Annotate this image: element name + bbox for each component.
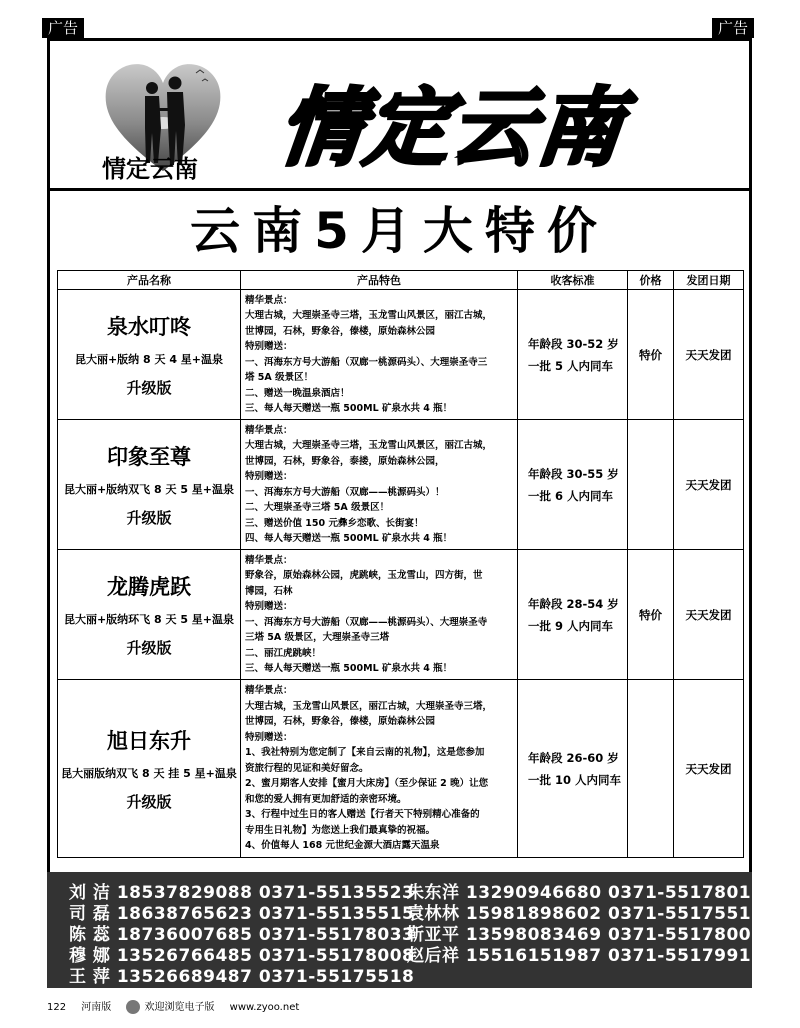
group-size: 一批 10 人内同车	[528, 772, 622, 787]
contact-name: 赵后祥	[407, 946, 460, 966]
product-version: 升级版	[126, 509, 172, 527]
departure-date: 天天发团	[674, 420, 744, 550]
product-route: 昆大丽+版纳 8 天 4 星+温泉	[74, 353, 224, 366]
col-header-date: 发团日期	[674, 271, 744, 290]
age-range: 年龄段 26-60 岁	[528, 750, 619, 765]
product-name-cell	[58, 290, 241, 420]
product-name-cell	[58, 680, 241, 858]
col-header-name: 产品名称	[58, 271, 241, 290]
feature-line: 世博园，石林，野象谷，泰搂，原始森林公园，	[245, 455, 445, 467]
feature-line: 特别赠送：	[245, 341, 293, 352]
contact-mobile: 18638765623	[116, 904, 253, 924]
product-route: 昆大丽版纳双飞 8 天 挂 5 星+温泉	[61, 767, 237, 780]
group-standard	[518, 680, 628, 858]
departure-date: 天天发团	[674, 550, 744, 680]
contact-phone: 0371-55178009	[607, 925, 764, 945]
product-features	[241, 550, 518, 680]
col-header-standard: 收客标准	[518, 271, 628, 290]
edition-label: 河南版	[81, 1002, 112, 1013]
contact-mobile: 15516151987	[465, 946, 602, 966]
feature-line: 三、赠送价值 150 元彝乡恋歌、长街宴！	[245, 517, 424, 529]
ad-label-right: 广告	[712, 18, 754, 38]
feature-line: 二、大理崇圣寺三塔 5A 级景区！	[245, 502, 390, 513]
contact-phone: 0371-55178033	[258, 925, 415, 945]
contact-phone: 0371-55175518	[258, 967, 415, 987]
contact-mobile: 13526766485	[116, 946, 253, 966]
feature-line: 精华景点：	[245, 685, 293, 697]
age-range: 年龄段 30-55 岁	[528, 466, 619, 481]
contact-phone: 0371-55179917	[607, 946, 764, 966]
page-number: 122	[47, 1002, 67, 1013]
feature-line: 大理古城，大理崇圣寺三塔，玉龙雪山风景区，丽江古城，	[245, 310, 493, 321]
price-cell	[628, 420, 674, 550]
product-features	[241, 680, 518, 858]
contact-mobile: 18537829088	[116, 883, 253, 903]
feature-line: 特别赠送：	[245, 731, 293, 743]
feature-line: 一、洱海东方号大游船（双廊——桃源码头）！	[245, 486, 445, 498]
feature-line: 大理古城，大理崇圣寺三塔，玉龙雪山风景区，丽江古城，	[245, 440, 493, 451]
contact-phone: 0371-55175519	[607, 904, 764, 924]
group-size: 一批 5 人内同车	[528, 358, 614, 373]
feature-line: 四、每人每天赠送一瓶 500ML 矿泉水共 4 瓶！	[245, 533, 453, 544]
table-row	[58, 550, 744, 680]
price-cell: 特价	[628, 290, 674, 420]
feature-line: 特别赠送：	[245, 471, 293, 482]
contact-name: 陈 蕊	[69, 925, 111, 945]
brand-title: 情定云南	[274, 79, 629, 177]
contact-entry	[69, 962, 414, 987]
feature-line: 世博园，石林，野象谷，傣楼，原始森林公园	[245, 716, 436, 728]
contact-mobile: 18736007685	[116, 925, 253, 945]
product-name-cell	[58, 550, 241, 680]
logo-caption: 情定云南	[102, 155, 198, 183]
contact-phone: 0371-55135523	[258, 883, 415, 903]
feature-line: 二、丽江虎跳峡！	[245, 647, 322, 659]
contact-name: 司 磊	[69, 904, 111, 924]
brand-header	[50, 41, 749, 191]
contact-name: 刘 洁	[69, 883, 111, 903]
contact-name: 穆 娜	[69, 946, 111, 966]
feature-line: 大理古城，玉龙雪山风景区，丽江古城，大理崇圣寺三塔，	[245, 700, 493, 712]
departure-date: 天天发团	[674, 680, 744, 858]
contact-phone: 0371-55178011	[607, 883, 764, 903]
contact-entry	[407, 941, 763, 966]
contact-mobile: 13290946680	[465, 883, 602, 903]
feature-line: 资旅行程的见证和美好留念。	[245, 762, 369, 774]
price-cell: 特价	[628, 550, 674, 680]
feature-line: 精华景点：	[245, 424, 293, 436]
publisher-logo-icon	[126, 1000, 140, 1014]
contact-panel	[47, 872, 764, 988]
feature-line: 塔 5A 级景区！	[245, 372, 314, 383]
product-name: 旭日东升	[107, 729, 191, 753]
product-version: 升级版	[126, 639, 172, 657]
group-standard	[518, 420, 628, 550]
product-features	[241, 290, 518, 420]
product-version: 升级版	[126, 379, 172, 397]
age-range: 年龄段 30-52 岁	[528, 336, 619, 351]
contact-name: 朱东洋	[407, 883, 460, 903]
group-standard	[518, 290, 628, 420]
feature-line: 和您的爱人拥有更加舒适的亲密环境。	[245, 793, 407, 805]
table-row	[58, 680, 744, 858]
page-footer	[47, 998, 311, 1014]
product-table	[57, 270, 744, 858]
feature-line: 二、赠送一晚温泉酒店！	[245, 387, 350, 399]
feature-line: 4、价值每人 168 元世纪金源大酒店露天温泉	[245, 840, 440, 852]
product-name-cell	[58, 420, 241, 550]
ad-label-left: 广告	[42, 18, 84, 38]
table-header-row	[58, 271, 744, 290]
col-header-price: 价格	[628, 271, 674, 290]
footer-slogan: 欢迎浏览电子版	[144, 1002, 215, 1013]
feature-line: 精华景点：	[245, 554, 293, 566]
table-row	[58, 290, 744, 420]
feature-line: 博园，石林	[245, 585, 293, 597]
product-features	[241, 420, 518, 550]
contact-name: 王 萍	[69, 967, 111, 987]
contact-phone: 0371-55178008	[258, 946, 415, 966]
product-route: 昆大丽+版纳双飞 8 天 5 星+温泉	[63, 483, 235, 496]
feature-line: 专用生日礼物】为您送上我们最真挚的祝福。	[245, 824, 436, 836]
contact-phone: 0371-55135515	[258, 904, 415, 924]
group-size: 一批 9 人内同车	[528, 618, 614, 633]
feature-line: 一、洱海东方号大游船（双廊——桃源码头）、大理崇圣寺	[245, 616, 488, 628]
feature-line: 三塔 5A 级景区，大理崇圣寺三塔	[245, 632, 390, 643]
product-name: 泉水叮咚	[107, 315, 191, 339]
feature-line: 特别赠送：	[245, 601, 293, 612]
group-standard	[518, 550, 628, 680]
contact-name: 袁林林	[407, 904, 460, 924]
contact-mobile: 13526689487	[116, 967, 253, 987]
feature-line: 1、我社特别为您定制了【来自云南的礼物】，这是您参加	[245, 747, 485, 759]
group-size: 一批 6 人内同车	[528, 488, 614, 503]
feature-line: 精华景点：	[245, 294, 293, 306]
promo-headline: 云南5月大特价	[190, 202, 609, 260]
feature-line: 2、蜜月期客人安排【蜜月大床房】（至少保证 2 晚）让您	[245, 778, 489, 790]
feature-line: 一、洱海东方号大游船（双廊一桃源码头）、大理崇圣寺三	[245, 356, 488, 368]
feature-line: 三、每人每天赠送一瓶 500ML 矿泉水共 4 瓶！	[245, 403, 453, 414]
departure-date: 天天发团	[674, 290, 744, 420]
product-name: 印象至尊	[107, 445, 191, 469]
feature-line: 3、行程中过生日的客人赠送【行者天下特别精心准备的	[245, 809, 480, 821]
product-version: 升级版	[126, 793, 172, 811]
footer-url: www.zyoo.net	[229, 1002, 300, 1013]
product-name: 龙腾虎跃	[107, 575, 191, 599]
feature-line: 世博园，石林，野象谷，傣楼，原始森林公园	[245, 325, 436, 337]
contact-mobile: 13598083469	[465, 925, 602, 945]
feature-line: 野象谷，原始森林公园，虎跳峡，玉龙雪山，四方街，世	[245, 570, 483, 581]
contact-mobile: 15981898602	[465, 904, 602, 924]
age-range: 年龄段 28-54 岁	[528, 596, 619, 611]
price-cell	[628, 680, 674, 858]
product-route: 昆大丽+版纳环飞 8 天 5 星+温泉	[63, 613, 235, 626]
contact-name: 靳亚平	[407, 925, 460, 945]
table-row	[58, 420, 744, 550]
feature-line: 三、每人每天赠送一瓶 500ML 矿泉水共 4 瓶！	[245, 663, 453, 674]
col-header-features: 产品特色	[241, 271, 518, 290]
